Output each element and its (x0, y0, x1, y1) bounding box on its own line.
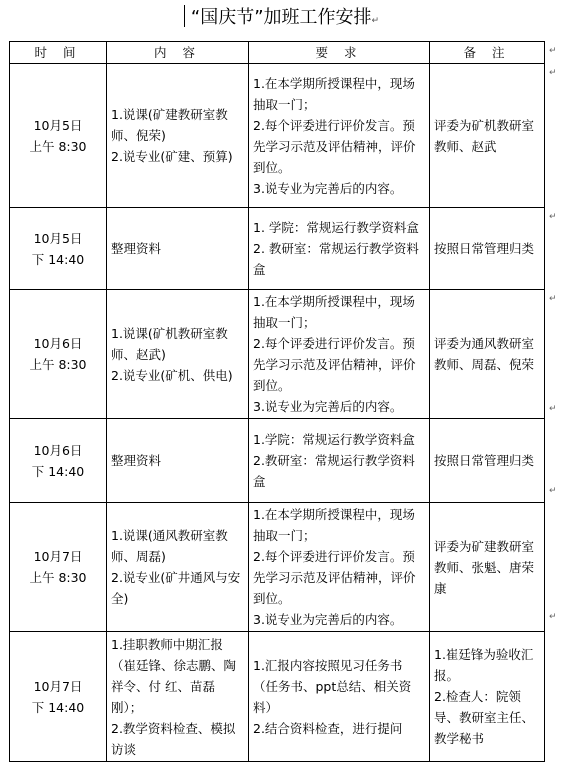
content-line: 1.挂职教师中期汇报（崔廷锋、徐志鹏、陶祥令、付 红、苗磊刚）； (111, 636, 237, 715)
header-content: 内 容 (107, 42, 249, 64)
date-text: 10月5日 (33, 117, 83, 133)
requirements-cell (249, 632, 430, 762)
date-text: 10月6日 (33, 442, 83, 458)
requirement-line: 1.在本学期所授课程中，现场抽取一门； (253, 294, 415, 330)
content-line: 1.说课(矿机教研室教师、赵武) (111, 325, 228, 362)
time-cell (10, 64, 107, 208)
requirement-line: 3.说专业为完善后的内容。 (253, 612, 403, 627)
requirement-line: 2.结合资料检查，进行提问 (253, 720, 403, 736)
requirement-line: 3.说专业为完善后的内容。 (253, 399, 403, 414)
table-row (10, 503, 545, 632)
requirements-cell (249, 208, 430, 290)
content-cell (107, 419, 249, 503)
note-line: 按照日常管理归类 (434, 241, 535, 256)
table-row (10, 419, 545, 503)
note-line: 评委为通风教研室教师、周磊、倪荣 (434, 336, 535, 372)
row-end-mark-icon: ↵ (549, 212, 557, 222)
content-line: 整理资料 (111, 453, 162, 468)
note-line: 按照日常管理归类 (434, 453, 535, 468)
requirements-cell (249, 503, 430, 632)
note-line: 评委为矿建教研室教师、张魁、唐荣康 (434, 538, 535, 596)
row-end-mark-icon: ↵ (549, 404, 557, 414)
time-cell (10, 290, 107, 419)
requirement-line: 1.学院：常规运行教学资料盒 (253, 432, 415, 447)
header-note: 备 注 (430, 42, 545, 64)
time-text: 上午 8:30 (29, 138, 87, 154)
content-line: 2.说专业(矿机、供电) (111, 367, 233, 383)
time-text: 上午 8:30 (29, 357, 87, 372)
content-line: 2.说专业(矿井通风与安全) (111, 570, 241, 606)
text-cursor (184, 5, 185, 27)
requirement-line: 2.教研室：常规运行教学资料盒 (253, 453, 415, 489)
content-cell (107, 632, 249, 762)
note-line: 评委为矿机教研室教师、赵武 (434, 117, 535, 154)
content-cell (107, 503, 249, 632)
table-row (10, 632, 545, 762)
time-text: 下 14:40 (31, 251, 85, 267)
time-cell (10, 503, 107, 632)
note-cell (430, 419, 545, 503)
date-text: 10月6日 (33, 336, 83, 351)
content-line: 整理资料 (111, 241, 162, 256)
note-line: 2.检查人：院领导、教研室主任、教学秘书 (434, 689, 535, 746)
time-cell (10, 632, 107, 762)
note-cell (430, 64, 545, 208)
requirements-cell (249, 419, 430, 503)
row-end-mark-icon: ↵ (549, 68, 557, 78)
content-line: 2.教学资料检查、模拟访谈 (111, 720, 236, 757)
table-row (10, 290, 545, 419)
row-end-mark-icon: ↵ (549, 486, 557, 496)
requirement-line: 1.汇报内容按照见习任务书（任务书、ppt总结、相关资料） (253, 657, 412, 715)
time-cell (10, 208, 107, 290)
time-text: 下 14:40 (31, 463, 85, 479)
table-row (10, 64, 545, 208)
content-line: 1.说课(矿建教研室教师、倪荣) (111, 107, 228, 143)
time-text: 上午 8:30 (29, 570, 87, 585)
content-cell (107, 290, 249, 419)
requirements-cell (249, 290, 430, 419)
header-time: 时 间 (10, 42, 107, 64)
requirement-line: 2.每个评委进行评价发言。预先学习示范及评估精神，评价到位。 (253, 336, 416, 393)
content-line: 1.说课(通风教研室教师、周磊) (111, 528, 228, 564)
content-cell (107, 64, 249, 208)
title-text: “国庆节”加班工作安排 (190, 7, 372, 28)
requirement-line: 1.在本学期所授课程中，现场抽取一门； (253, 75, 415, 112)
note-cell (430, 208, 545, 290)
schedule-table (9, 41, 545, 762)
content-cell (107, 208, 249, 290)
requirement-line: 3.说专业为完善后的内容。 (253, 180, 403, 196)
note-cell (430, 503, 545, 632)
requirements-cell (249, 64, 430, 208)
date-text: 10月7日 (33, 549, 83, 564)
requirement-line: 1.在本学期所授课程中，现场抽取一门； (253, 507, 415, 543)
content-line: 2.说专业(矿建、预算) (111, 149, 233, 164)
date-text: 10月7日 (33, 678, 83, 694)
note-cell (430, 632, 545, 762)
document-title (0, 4, 563, 35)
requirement-line: 2.每个评委进行评价发言。预先学习示范及评估精神，评价到位。 (253, 117, 416, 175)
time-text: 下 14:40 (31, 699, 85, 715)
requirement-line: 2. 教研室：常规运行教学资料盒 (253, 241, 419, 277)
requirement-line: 1. 学院：常规运行教学资料盒 (253, 220, 419, 235)
header-row (10, 42, 545, 64)
paragraph-mark-icon: ↵ (371, 16, 380, 26)
table-row (10, 208, 545, 290)
requirement-line: 2.每个评委进行评价发言。预先学习示范及评估精神，评价到位。 (253, 549, 416, 606)
row-end-mark-icon: ↵ (549, 46, 557, 56)
header-requirements: 要 求 (249, 42, 430, 64)
row-end-mark-icon: ↵ (549, 612, 557, 622)
note-line: 1.崔廷锋为验收汇报。 (434, 647, 534, 683)
row-end-mark-icon: ↵ (549, 294, 557, 304)
date-text: 10月5日 (33, 230, 83, 246)
note-cell (430, 290, 545, 419)
time-cell (10, 419, 107, 503)
